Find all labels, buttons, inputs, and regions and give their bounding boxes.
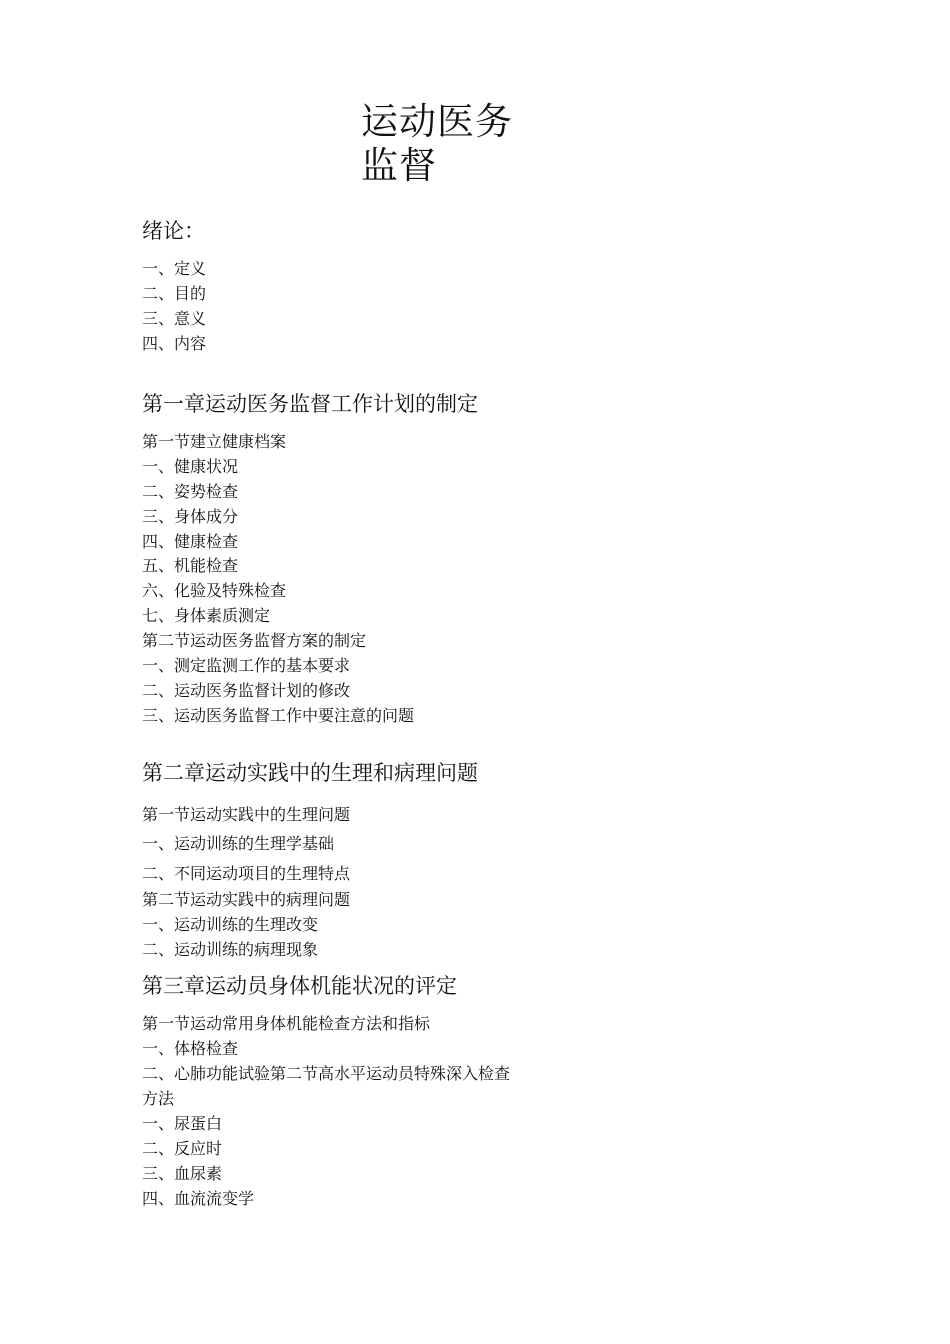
chapter-1-line: 三、运动医务监督工作中要注意的问题 [142,706,415,725]
chapter-3-line: 四、血流流变学 [142,1189,255,1208]
document-title-line-1: 运动医务 [361,100,513,143]
chapter-3-line: 二、反应时 [142,1139,223,1158]
chapter-1-line: 一、健康状况 [142,457,239,476]
chapter-3-line: 第一节运动常用身体机能检查方法和指标 [142,1014,431,1033]
chapter-1-line: 五、机能检查 [142,556,239,575]
chapter-1-heading: 第一章运动医务监督工作计划的制定 [142,392,478,416]
intro-item: 三、意义 [142,309,207,328]
chapter-3-line: 三、血尿素 [142,1164,223,1183]
chapter-3-line: 二、心肺功能试验第二节高水平运动员特殊深入检查 [142,1064,511,1083]
chapter-2-line: 第二节运动实践中的病理问题 [142,890,351,909]
chapter-2-line: 一、运动训练的生理改变 [142,915,319,934]
chapter-1-line: 四、健康检查 [142,532,239,551]
chapter-3-line: 一、体格检查 [142,1039,239,1058]
chapter-1-line: 六、化验及特殊检查 [142,581,287,600]
chapter-1-line: 第二节运动医务监督方案的制定 [142,631,367,650]
chapter-3-line: 方法 [142,1089,175,1108]
chapter-3-heading: 第三章运动员身体机能状况的评定 [142,974,457,998]
chapter-2-heading: 第二章运动实践中的生理和病理问题 [142,761,478,785]
chapter-1-line: 七、身体素质测定 [142,606,271,625]
document-title-line-2: 监督 [361,144,437,187]
chapter-1-line: 二、运动医务监督计划的修改 [142,681,351,700]
intro-item: 四、内容 [142,334,207,353]
chapter-1-line: 三、身体成分 [142,507,239,526]
chapter-2-line: 第一节运动实践中的生理问题 [142,805,351,824]
chapter-3-line: 一、尿蛋白 [142,1114,223,1133]
chapter-2-line: 二、运动训练的病理现象 [142,940,319,959]
chapter-2-line: 一、运动训练的生理学基础 [142,834,335,853]
intro-item: 一、定义 [142,259,207,278]
intro-item: 二、目的 [142,284,207,303]
chapter-1-line: 二、姿势检查 [142,482,239,501]
chapter-1-line: 一、测定监测工作的基本要求 [142,656,351,675]
chapter-1-line: 第一节建立健康档案 [142,432,287,451]
chapter-2-line: 二、不同运动项目的生理特点 [142,864,351,883]
intro-heading: 绪论： [142,219,205,243]
